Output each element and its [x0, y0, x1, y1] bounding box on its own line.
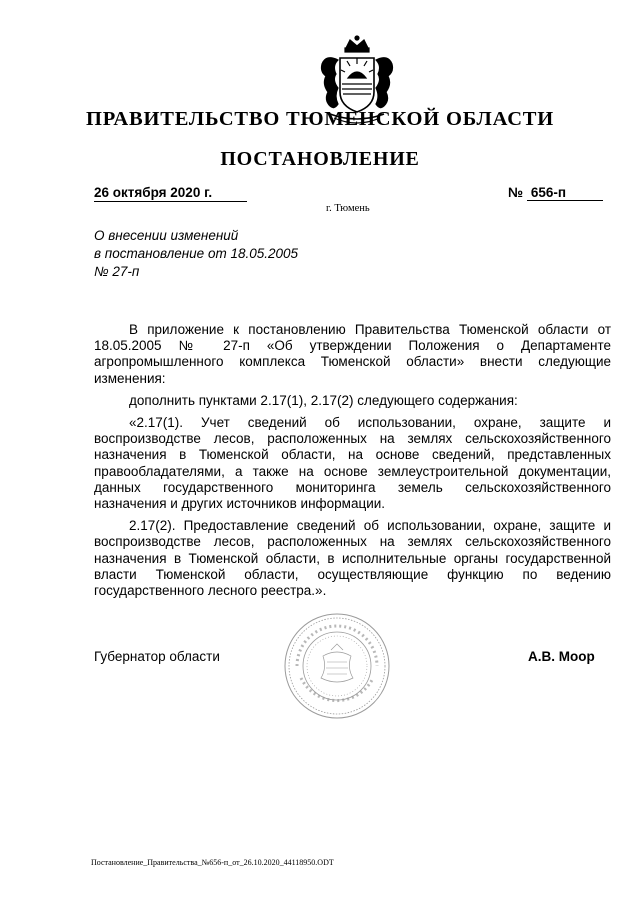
body-paragraph: дополнить пунктами 2.17(1), 2.17(2) следующего содержания: [129, 392, 518, 408]
government-title: ПРАВИТЕЛЬСТВО ТЮМЕНСКОЙ ОБЛАСТИ [85, 108, 555, 130]
number-label: № [508, 185, 524, 200]
document-type: ПОСТАНОВЛЕНИЕ [220, 148, 420, 170]
body-paragraph: 2.17(2). Предоставление сведений об использовании, охране, защите и воспроизводстве лесов, расположенных на землях сельскохозяйственного назначения в Тюменской области, в исполнительные органы государственной власти Тюменской области, осуществляющие функцию по ведению государственного лесного реестра.». [94, 518, 611, 599]
signer-title: Губернатор области [94, 649, 220, 664]
body-paragraph: «2.17(1). Учет сведений об использовании, охране, защите и воспроизводстве лесов, расположенных на землях сельскохозяйственного назначения в Тюменской области, на основе сведений, представленных правообладателями, а также на основе землеустроительной документации, данных государственного мониторинга земель сельскохозяйственного назначения и других источников информации. [94, 415, 611, 512]
subject [94, 227, 298, 281]
number-value: 656-п [527, 185, 603, 201]
subject-line: в постановление от 18.05.2005 [94, 246, 299, 261]
body-paragraph: В приложение к постановлению Правительства Тюменской области от 18.05.2005 № 27-п «Об утверждении Положения о Департаменте агропромышленного комплекса Тюменской области» внести следующие изменения: [94, 322, 611, 386]
signer-name: А.В. Моор [528, 649, 595, 664]
footer-filename: Постановление_Правительства_№656-п_от_26.10.2020_44118950.ODT [91, 858, 334, 867]
city: г. Тюмень [326, 203, 370, 214]
official-seal-icon [283, 612, 391, 720]
subject-line: № 27-п [94, 264, 140, 279]
document-date: 26 октября 2020 г. [94, 185, 247, 202]
document-number [508, 185, 603, 201]
subject-line: О внесении изменений [94, 228, 239, 243]
document-body [94, 322, 611, 605]
